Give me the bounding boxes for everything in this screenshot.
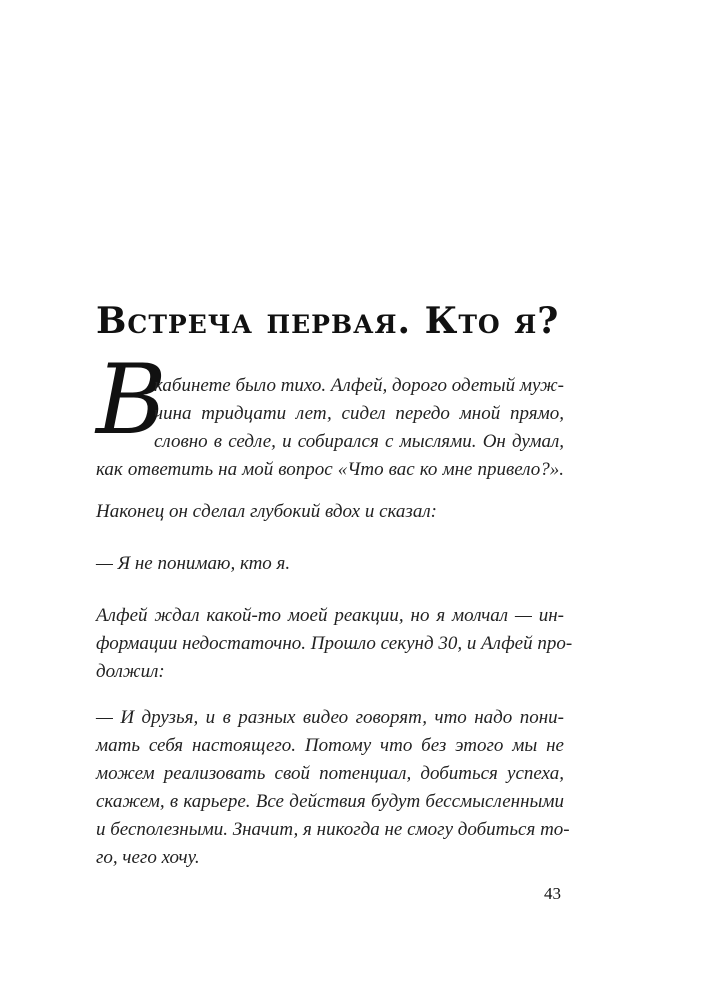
text-line: как ответить на мой вопрос «Что вас ко мне привело?». <box>96 459 564 480</box>
text-line: кабинете было тихо. Алфей, дорого одетый муж- <box>154 375 564 396</box>
text-line: мать себя настоящего. Потому что без этого мы не <box>96 735 564 756</box>
text-line: можем реализовать свой потенциал, добиться успеха, <box>96 763 564 784</box>
text-line: формации недостаточно. Прошло секунд 30, и Алфей про- <box>96 633 573 654</box>
chapter-title: Встреча первая. Кто я? <box>96 300 560 342</box>
page-number: 43 <box>544 884 561 903</box>
text-line: Алфей ждал какой-то моей реакции, но я молчал — ин- <box>96 605 564 626</box>
text-line: го, чего хочу. <box>96 847 200 868</box>
text-line: должил: <box>96 661 165 682</box>
paragraph-3 <box>96 550 564 578</box>
paragraph-1 <box>96 372 564 484</box>
text-line: чина тридцати лет, сидел передо мной прямо, <box>154 403 564 424</box>
text-line: скажем, в карьере. Все действия будут бессмысленными <box>96 791 564 812</box>
text-line: Наконец он сделал глубокий вдох и сказал: <box>96 501 437 522</box>
drop-cap: В <box>96 344 167 456</box>
text-line: — Я не понимаю, кто я. <box>96 553 291 574</box>
text-line: словно в седле, и собирался с мыслями. Он думал, <box>154 431 564 452</box>
paragraph-2 <box>96 498 564 526</box>
paragraph-4 <box>96 602 573 686</box>
paragraph-5 <box>96 704 570 872</box>
text-line: и бесполезными. Значит, я никогда не смогу добиться то- <box>96 819 570 840</box>
text-line: — И друзья, и в разных видео говорят, что надо пони- <box>96 707 564 728</box>
